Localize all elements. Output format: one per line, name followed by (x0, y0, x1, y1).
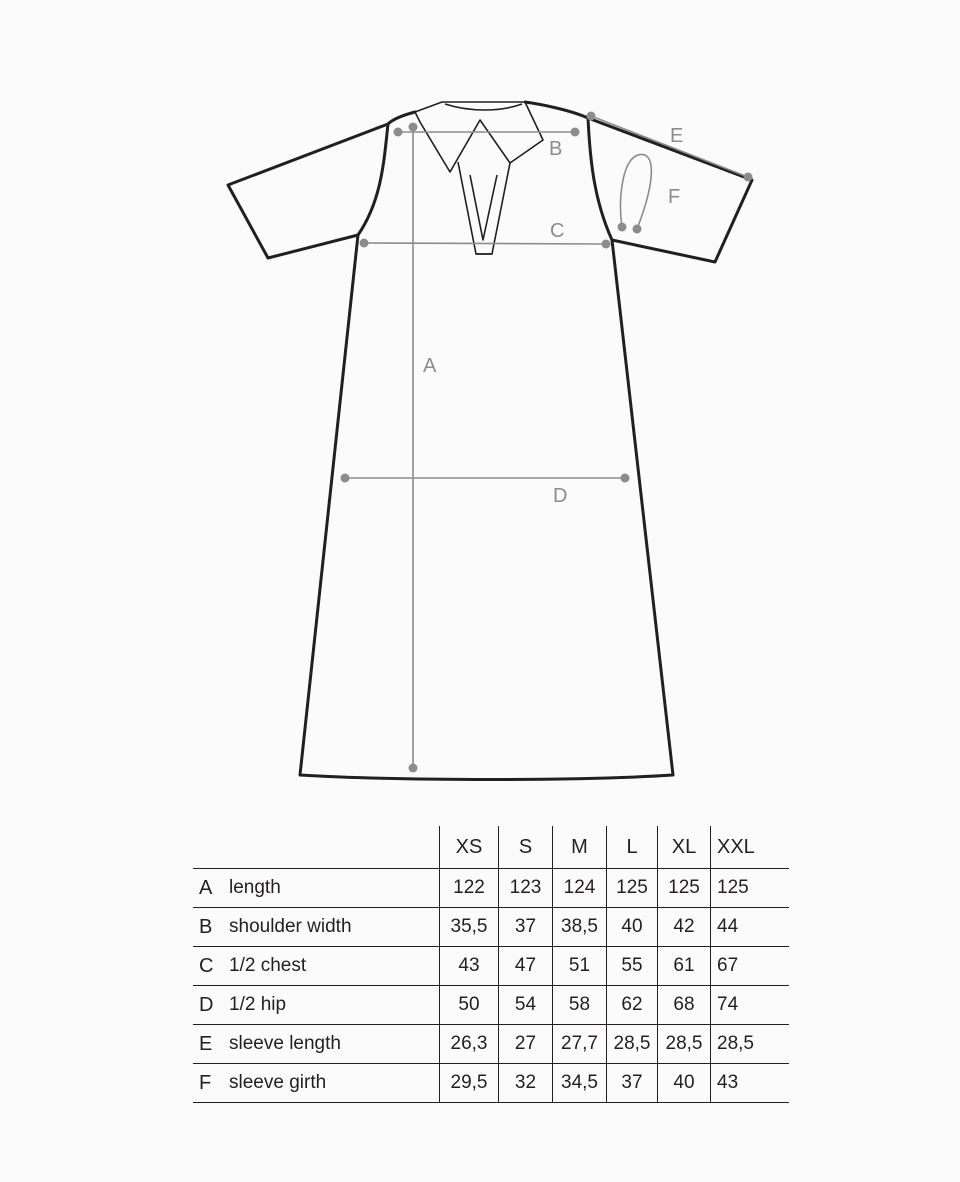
measurement-value-s: 27 (499, 1025, 553, 1064)
measurement-value-m: 51 (553, 947, 607, 986)
measurement-value-xs: 50 (440, 986, 499, 1025)
measurement-name: shoulder width (229, 908, 440, 947)
measurement-value-xxl: 43 (711, 1064, 790, 1103)
size-header-s: S (499, 826, 553, 869)
size-header-xxl: XXL (711, 826, 790, 869)
dress-body-outline (300, 102, 673, 780)
measure-c-line (360, 239, 611, 249)
measurement-code: A (193, 869, 229, 908)
measurement-value-xxl: 44 (711, 908, 790, 947)
placket-outline (458, 162, 510, 254)
size-header-l: L (607, 826, 658, 869)
measurement-name: sleeve length (229, 1025, 440, 1064)
measurement-value-l: 62 (607, 986, 658, 1025)
measurement-code: D (193, 986, 229, 1025)
measurement-value-xl: 28,5 (658, 1025, 711, 1064)
size-header-xs: XS (440, 826, 499, 869)
measurement-value-xl: 40 (658, 1064, 711, 1103)
measurement-value-l: 55 (607, 947, 658, 986)
measurement-value-s: 37 (499, 908, 553, 947)
measurement-name: length (229, 869, 440, 908)
measure-f-loop (618, 154, 652, 233)
collar-inner-line (445, 104, 522, 110)
measurement-value-xl: 125 (658, 869, 711, 908)
measurement-row-c (193, 947, 789, 986)
measurement-name: 1/2 hip (229, 986, 440, 1025)
measurement-row-d (193, 986, 789, 1025)
measurement-code: F (193, 1064, 229, 1103)
measurement-value-xxl: 67 (711, 947, 790, 986)
measurement-row-e (193, 1025, 789, 1064)
size-header-xl: XL (658, 826, 711, 869)
measurement-value-l: 40 (607, 908, 658, 947)
measure-d-label: D (553, 485, 568, 507)
size-header-row (193, 826, 789, 869)
measurement-value-xs: 26,3 (440, 1025, 499, 1064)
measure-e-label: E (670, 125, 684, 147)
measurement-value-xxl: 74 (711, 986, 790, 1025)
measurement-value-s: 47 (499, 947, 553, 986)
measurement-code: E (193, 1025, 229, 1064)
measurement-value-xl: 42 (658, 908, 711, 947)
measurement-value-m: 27,7 (553, 1025, 607, 1064)
measurement-value-s: 123 (499, 869, 553, 908)
measure-d-line (341, 474, 630, 483)
measurement-value-s: 32 (499, 1064, 553, 1103)
measure-f-label: F (668, 186, 681, 208)
measurement-row-f (193, 1064, 789, 1103)
measurement-value-l: 37 (607, 1064, 658, 1103)
size-chart-table (193, 826, 789, 1103)
measurement-value-xs: 35,5 (440, 908, 499, 947)
measurement-value-m: 38,5 (553, 908, 607, 947)
measurement-value-xs: 122 (440, 869, 499, 908)
measure-b-label: B (549, 138, 563, 160)
measure-c-label: C (550, 220, 565, 242)
empty-header-cell (229, 826, 440, 869)
measurement-code: B (193, 908, 229, 947)
empty-header-cell (193, 826, 229, 869)
measurement-value-l: 28,5 (607, 1025, 658, 1064)
collar-outline (415, 102, 543, 172)
measurement-name: 1/2 chest (229, 947, 440, 986)
measurement-value-m: 58 (553, 986, 607, 1025)
measurement-value-m: 124 (553, 869, 607, 908)
measure-a-line (409, 123, 418, 773)
measurement-value-xl: 68 (658, 986, 711, 1025)
measure-a-label: A (423, 355, 437, 377)
measurement-value-xl: 61 (658, 947, 711, 986)
measurement-value-m: 34,5 (553, 1064, 607, 1103)
measurement-value-xxl: 125 (711, 869, 790, 908)
measurement-value-s: 54 (499, 986, 553, 1025)
measurement-row-a (193, 869, 789, 908)
measurement-value-xs: 43 (440, 947, 499, 986)
measurement-code: C (193, 947, 229, 986)
measurement-value-xs: 29,5 (440, 1064, 499, 1103)
measurement-value-l: 125 (607, 869, 658, 908)
size-header-m: M (553, 826, 607, 869)
left-sleeve-outline (228, 124, 388, 258)
measurement-value-xxl: 28,5 (711, 1025, 790, 1064)
measurement-name: sleeve girth (229, 1064, 440, 1103)
measurement-row-b (193, 908, 789, 947)
